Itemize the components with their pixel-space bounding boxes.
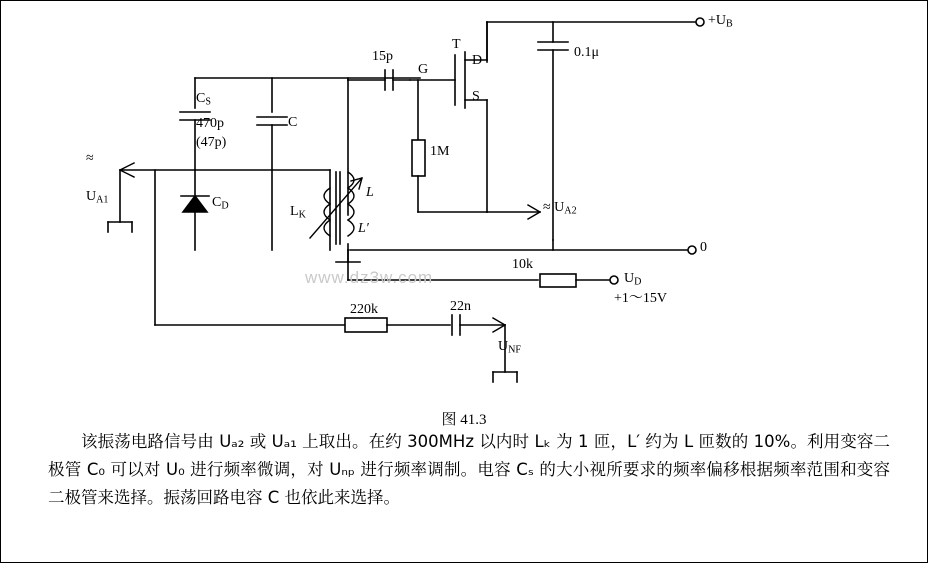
- label-ac-input-icon: ≈: [86, 151, 94, 166]
- label-cs: $C_S$: [196, 91, 211, 108]
- label-l-prime: L′: [358, 221, 369, 236]
- label-ub: $+U_B$: [708, 13, 733, 30]
- label-ud: $U_D$: [624, 271, 642, 288]
- label-drain: D: [472, 53, 483, 68]
- label-unf: $U_{NF}$: [498, 339, 522, 356]
- label-cs-value: 470p: [196, 116, 224, 131]
- label-ua2: ≈ $U_{A2}$: [543, 200, 577, 217]
- figure-caption: 图 41.3: [441, 412, 487, 428]
- label-cap-22n: 22n: [450, 299, 471, 314]
- label-cs-value-alt: (47p): [196, 135, 227, 150]
- label-lk: $L_K$: [290, 204, 306, 221]
- label-res-1m: 1M: [430, 144, 450, 159]
- description-paragraph: 该振荡电路信号由 Uₐ₂ 或 Uₐ₁ 上取出。在约 300MHz 以内时 Lₖ 为 1 匝，L′ 约为 L 匝数的 10%。利用变容二极管 C₀ 可以对 U₀ 进行频率微调，对 Uₙₚ 进行频率调制。电容 Cₛ 的大小视所要求的频率偏移根据频率范围和变容二极管来选择。振荡回路电容 C 也依此来选择。: [48, 432, 890, 507]
- label-res-220k: 220k: [350, 302, 378, 317]
- label-ud-range: +1～15V: [614, 291, 668, 306]
- label-source: S: [472, 89, 480, 104]
- label-cap-0-1u: 0.1μ: [574, 45, 600, 60]
- label-cd: $C_D$: [212, 195, 229, 212]
- watermark: www.dz3w.com: [305, 268, 434, 287]
- label-ua1: $U_{A1}$: [86, 189, 109, 206]
- label-l: L: [366, 185, 374, 200]
- label-res-10k: 10k: [512, 257, 533, 272]
- label-ground-node: 0: [700, 240, 707, 255]
- label-gate: G: [418, 62, 429, 77]
- label-c: C: [288, 115, 298, 130]
- label-transistor: T: [452, 37, 461, 52]
- label-cap-15p: 15p: [372, 49, 393, 64]
- description-text: [48, 428, 890, 512]
